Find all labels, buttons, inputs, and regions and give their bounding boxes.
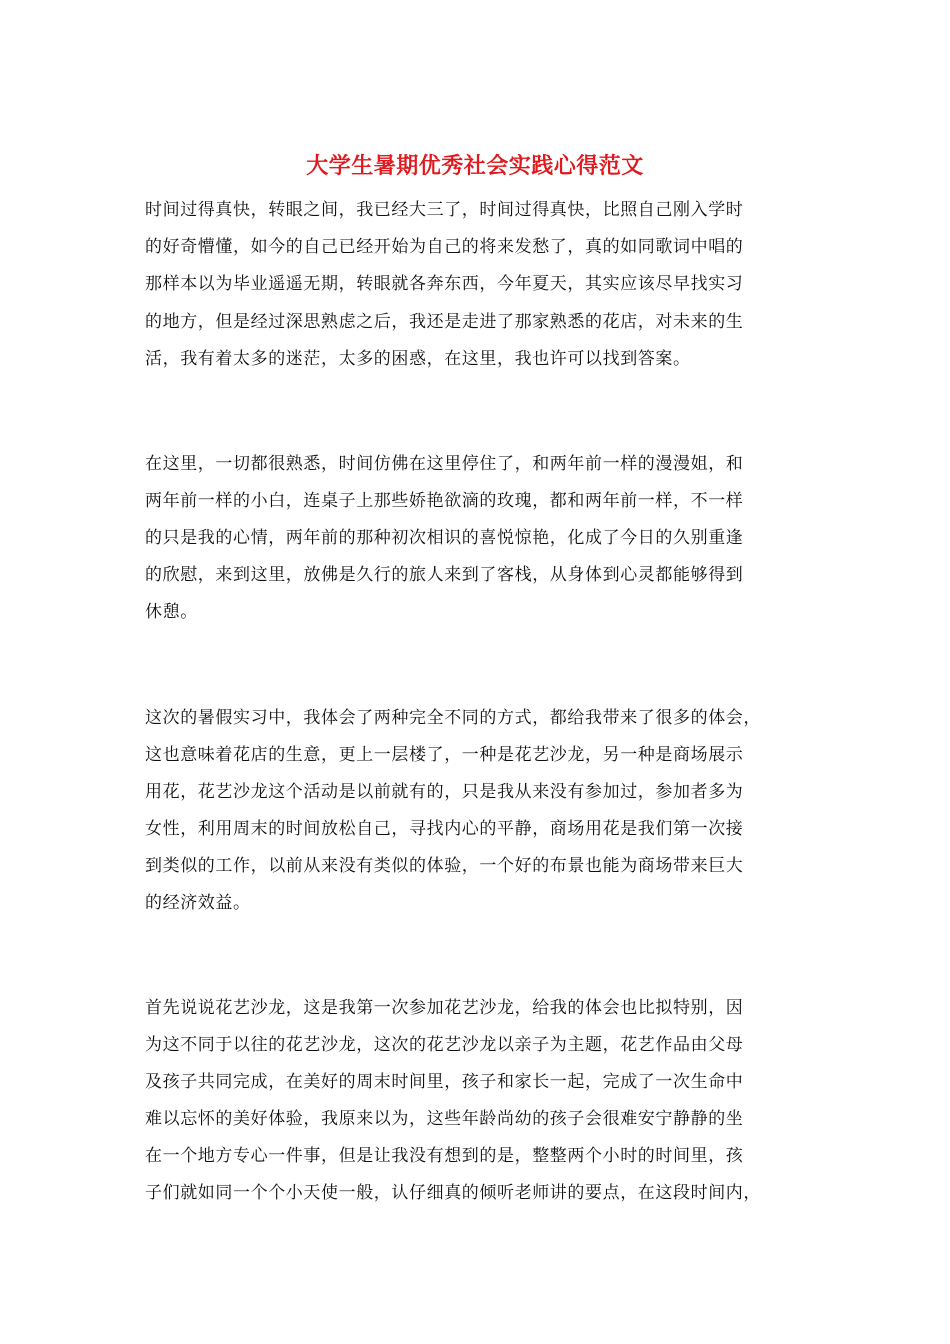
paragraph-line: 的地方，但是经过深思熟虑之后，我还是走进了那家熟悉的花店，对未来的生 — [145, 312, 744, 332]
paragraph-line: 在一个地方专心一件事，但是让我没有想到的是，整整两个小时的时间里，孩 — [145, 1146, 744, 1166]
paragraph-line: 用花，花艺沙龙这个活动是以前就有的，只是我从来没有参加过，参加者多为 — [145, 782, 744, 802]
paragraph-line: 的经济效益。 — [145, 893, 251, 913]
paragraph-line: 休憩。 — [145, 602, 198, 622]
paragraph-line: 那样本以为毕业遥遥无期，转眼就各奔东西，今年夏天，其实应该尽早找实习 — [145, 274, 744, 294]
paragraph-line: 两年前一样的小白，连桌子上那些娇艳欲滴的玫瑰，都和两年前一样，不一样 — [145, 491, 744, 511]
paragraph-line: 为这不同于以往的花艺沙龙，这次的花艺沙龙以亲子为主题，花艺作品由父母 — [145, 1035, 744, 1055]
paragraph-line: 女性，利用周末的时间放松自己，寻找内心的平静，商场用花是我们第一次接 — [145, 819, 744, 839]
paragraph-line: 难以忘怀的美好体验，我原来以为，这些年龄尚幼的孩子会很难安宁静静的坐 — [145, 1109, 744, 1129]
paragraph-line: 的欣慰，来到这里，放佛是久行的旅人来到了客栈，从身体到心灵都能够得到 — [145, 565, 744, 585]
paragraph-line: 及孩子共同完成，在美好的周末时间里，孩子和家长一起，完成了一次生命中 — [145, 1072, 744, 1092]
paragraph-line: 的只是我的心情，两年前的那种初次相识的喜悦惊艳，化成了今日的久别重逢 — [145, 528, 744, 548]
paragraph-line: 的好奇懵懂，如今的自己已经开始为自己的将来发愁了，真的如同歌词中唱的 — [145, 237, 744, 257]
document-title: 大学生暑期优秀社会实践心得范文 — [306, 153, 644, 179]
paragraph-line: 这次的暑假实习中，我体会了两种完全不同的方式，都给我带来了很多的体会， — [145, 708, 761, 728]
paragraph-line: 活，我有着太多的迷茫，太多的困惑，在这里，我也许可以找到答案。 — [145, 349, 691, 369]
paragraph-line: 在这里，一切都很熟悉，时间仿佛在这里停住了，和两年前一样的漫漫姐，和 — [145, 454, 744, 474]
paragraph-line: 子们就如同一个个小天使一般，认仔细真的倾听老师讲的要点，在这段时间内， — [145, 1183, 761, 1203]
paragraph-line: 这也意味着花店的生意，更上一层楼了，一种是花艺沙龙，另一种是商场展示 — [145, 745, 744, 765]
paragraph-line: 到类似的工作，以前从来没有类似的体验，一个好的布景也能为商场带来巨大 — [145, 856, 744, 876]
paragraph-line: 时间过得真快，转眼之间，我已经大三了，时间过得真快，比照自己刚入学时 — [145, 200, 744, 220]
paragraph-line: 首先说说花艺沙龙，这是我第一次参加花艺沙龙，给我的体会也比拟特别，因 — [145, 998, 744, 1018]
